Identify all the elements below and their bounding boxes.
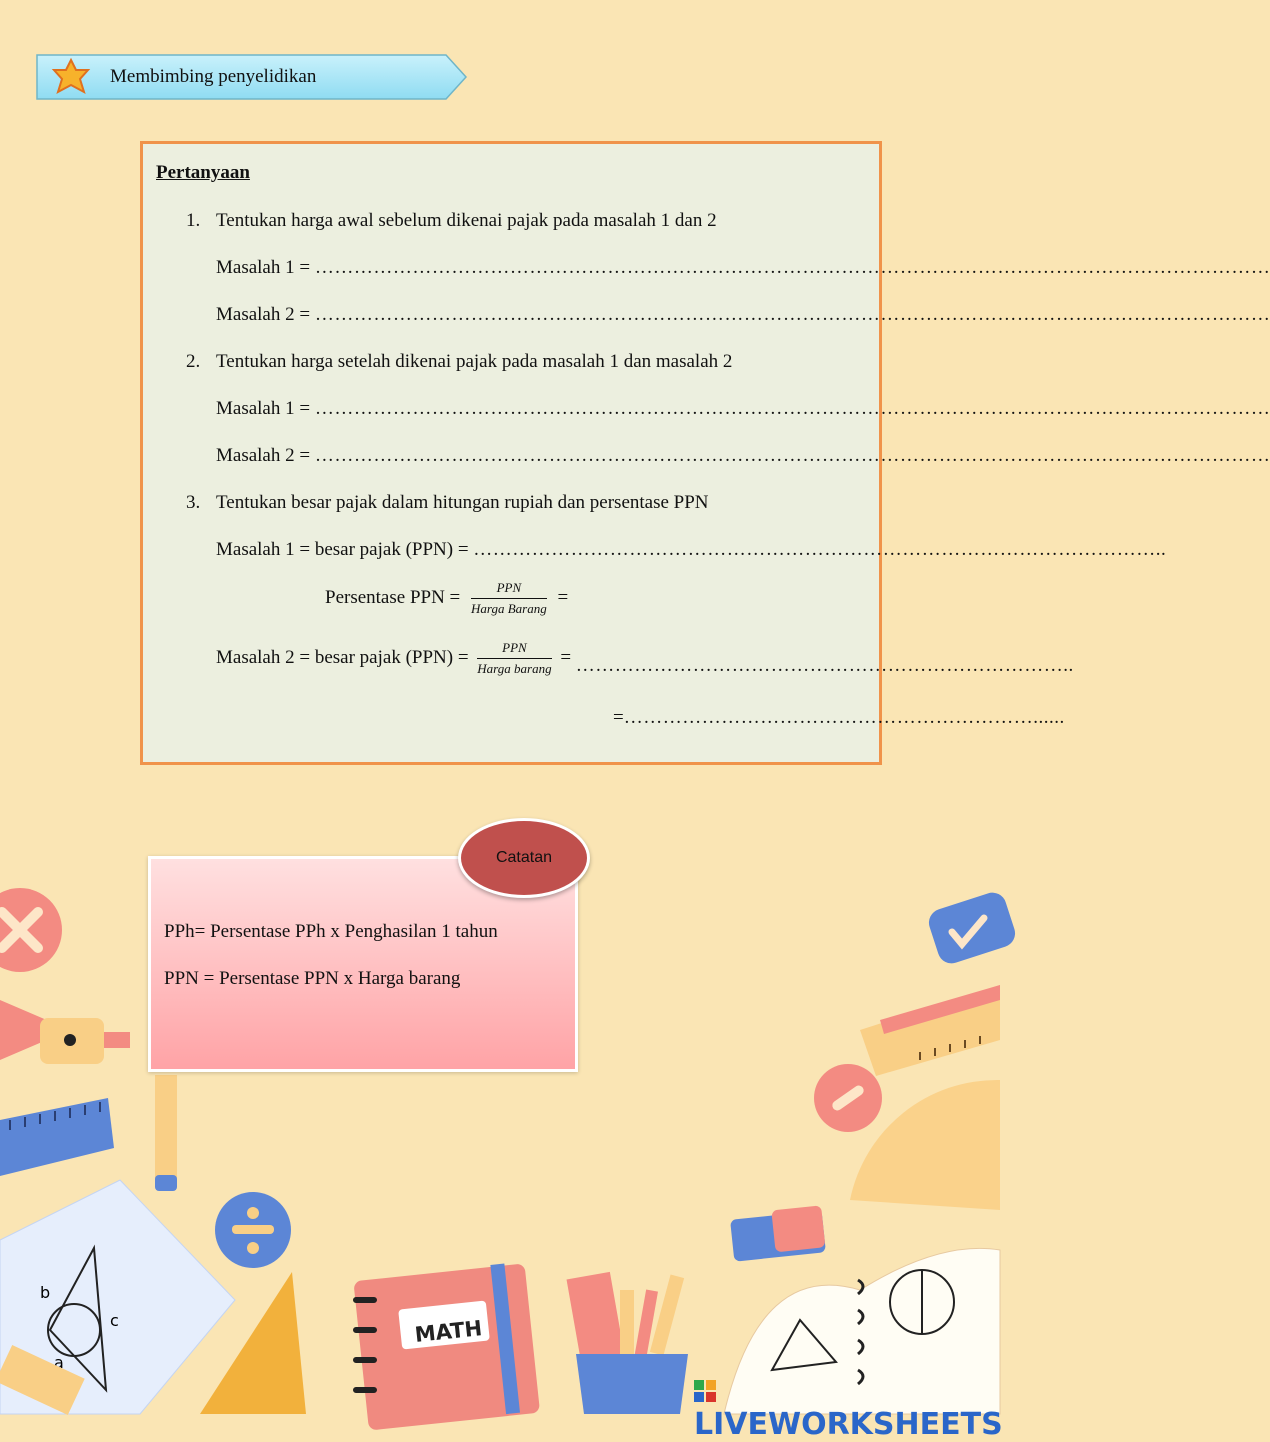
q3-m2-second-row [613,707,1065,729]
q3-frac1-top: PPN [471,580,547,599]
pencil-cup-icon [567,1272,688,1414]
q3-number: 3. [186,492,201,513]
q3-m2-label: Masalah 2 = besar pajak (PPN) = [216,646,469,668]
q1-answer2 [216,304,1270,326]
q1-answer2-blank[interactable]: ………………………………………………………………………………………………………………………………… [314,304,1270,325]
q3-m2-eq: = [560,646,572,668]
q2-answer2-blank[interactable]: ………………………………………………………………………………………………………………………………… [314,445,1270,466]
watermark-text: LIVEWORKSHEETS [694,1407,1003,1442]
q3-percent-eq: = [557,586,569,608]
compass-icon [0,1000,130,1064]
q2-text: Tentukan harga setelah dikenai pajak pada masalah 1 dan masalah 2 [216,351,733,372]
note-line-pph: PPh= Persentase PPh x Penghasilan 1 tahun [164,921,498,942]
note-line-ppn: PPN = Persentase PPN x Harga barang [164,968,461,989]
q3-frac2-top: PPN [477,640,551,659]
questions-heading: Pertanyaan [156,162,250,183]
svg-text:b: b [40,1283,51,1302]
ruler-icon [0,1098,114,1176]
q3-fraction-1 [471,580,547,617]
q3-m2-row [216,640,1074,677]
right-ruler-icon [860,985,1000,1076]
star-icon [51,58,91,98]
q3-m1 [216,539,1167,561]
q3-m2-eq2: = [613,707,624,728]
q3-frac2-bottom: Harga barang [477,661,552,676]
q2-answer1-blank[interactable]: ………………………………………………………………………………………………………………………………… [314,398,1270,419]
check-badge-icon [925,889,1018,967]
pencil-icon [155,1075,177,1191]
q1-text: Tentukan harga awal sebelum dikenai pajak pada masalah 1 dan 2 [216,210,717,231]
eraser-icon [730,1205,826,1261]
q3-frac1-bottom: Harga Barang [471,601,547,616]
note-badge: Catatan [458,818,590,898]
q3-fraction-2 [477,640,551,677]
q3-m2-blank[interactable]: ………………………………………………………………….. [575,655,1074,676]
q2-answer1-label: Masalah 1 = [216,398,311,419]
q3-m1-blank[interactable]: …………………………………………………………………………………………….. [473,539,1167,560]
svg-text:c: c [110,1311,119,1330]
section-banner [36,54,466,100]
q3-m1-label: Masalah 1 = besar pajak (PPN) = [216,539,469,560]
q3-percent-row [325,580,568,617]
multiply-circle-icon [0,888,62,972]
q2-answer2-label: Masalah 2 = [216,445,311,466]
q2-number: 2. [186,351,201,372]
q1-answer2-label: Masalah 2 = [216,304,311,325]
minus-circle-icon [814,1064,882,1132]
q1-answer1-label: Masalah 1 = [216,257,311,278]
q1-number: 1. [186,210,201,231]
divide-circle-icon [215,1192,291,1268]
svg-text:a: a [54,1353,64,1372]
graph-paper-icon [0,1180,235,1415]
q2-answer2 [216,445,1270,467]
q1-answer1 [216,257,1270,279]
q3-m2-blank2[interactable]: ………………………………………………………...... [623,707,1065,728]
notebook-label: MATH [413,1316,484,1348]
banner-title: Membimbing penyelidikan [110,66,317,87]
math-notebook-icon [353,1263,540,1430]
liveworksheets-logo-icon [694,1380,716,1402]
q3-text: Tentukan besar pajak dalam hitungan rupiah dan persentase PPN [216,492,709,513]
q3-percent-label: Persentase PPN = [325,586,461,608]
q1-answer1-blank[interactable]: ………………………………………………………………………………………………………………………………… [314,257,1270,278]
watermark [694,1372,1003,1442]
q2-answer1 [216,398,1270,420]
questions-box [140,141,1270,765]
